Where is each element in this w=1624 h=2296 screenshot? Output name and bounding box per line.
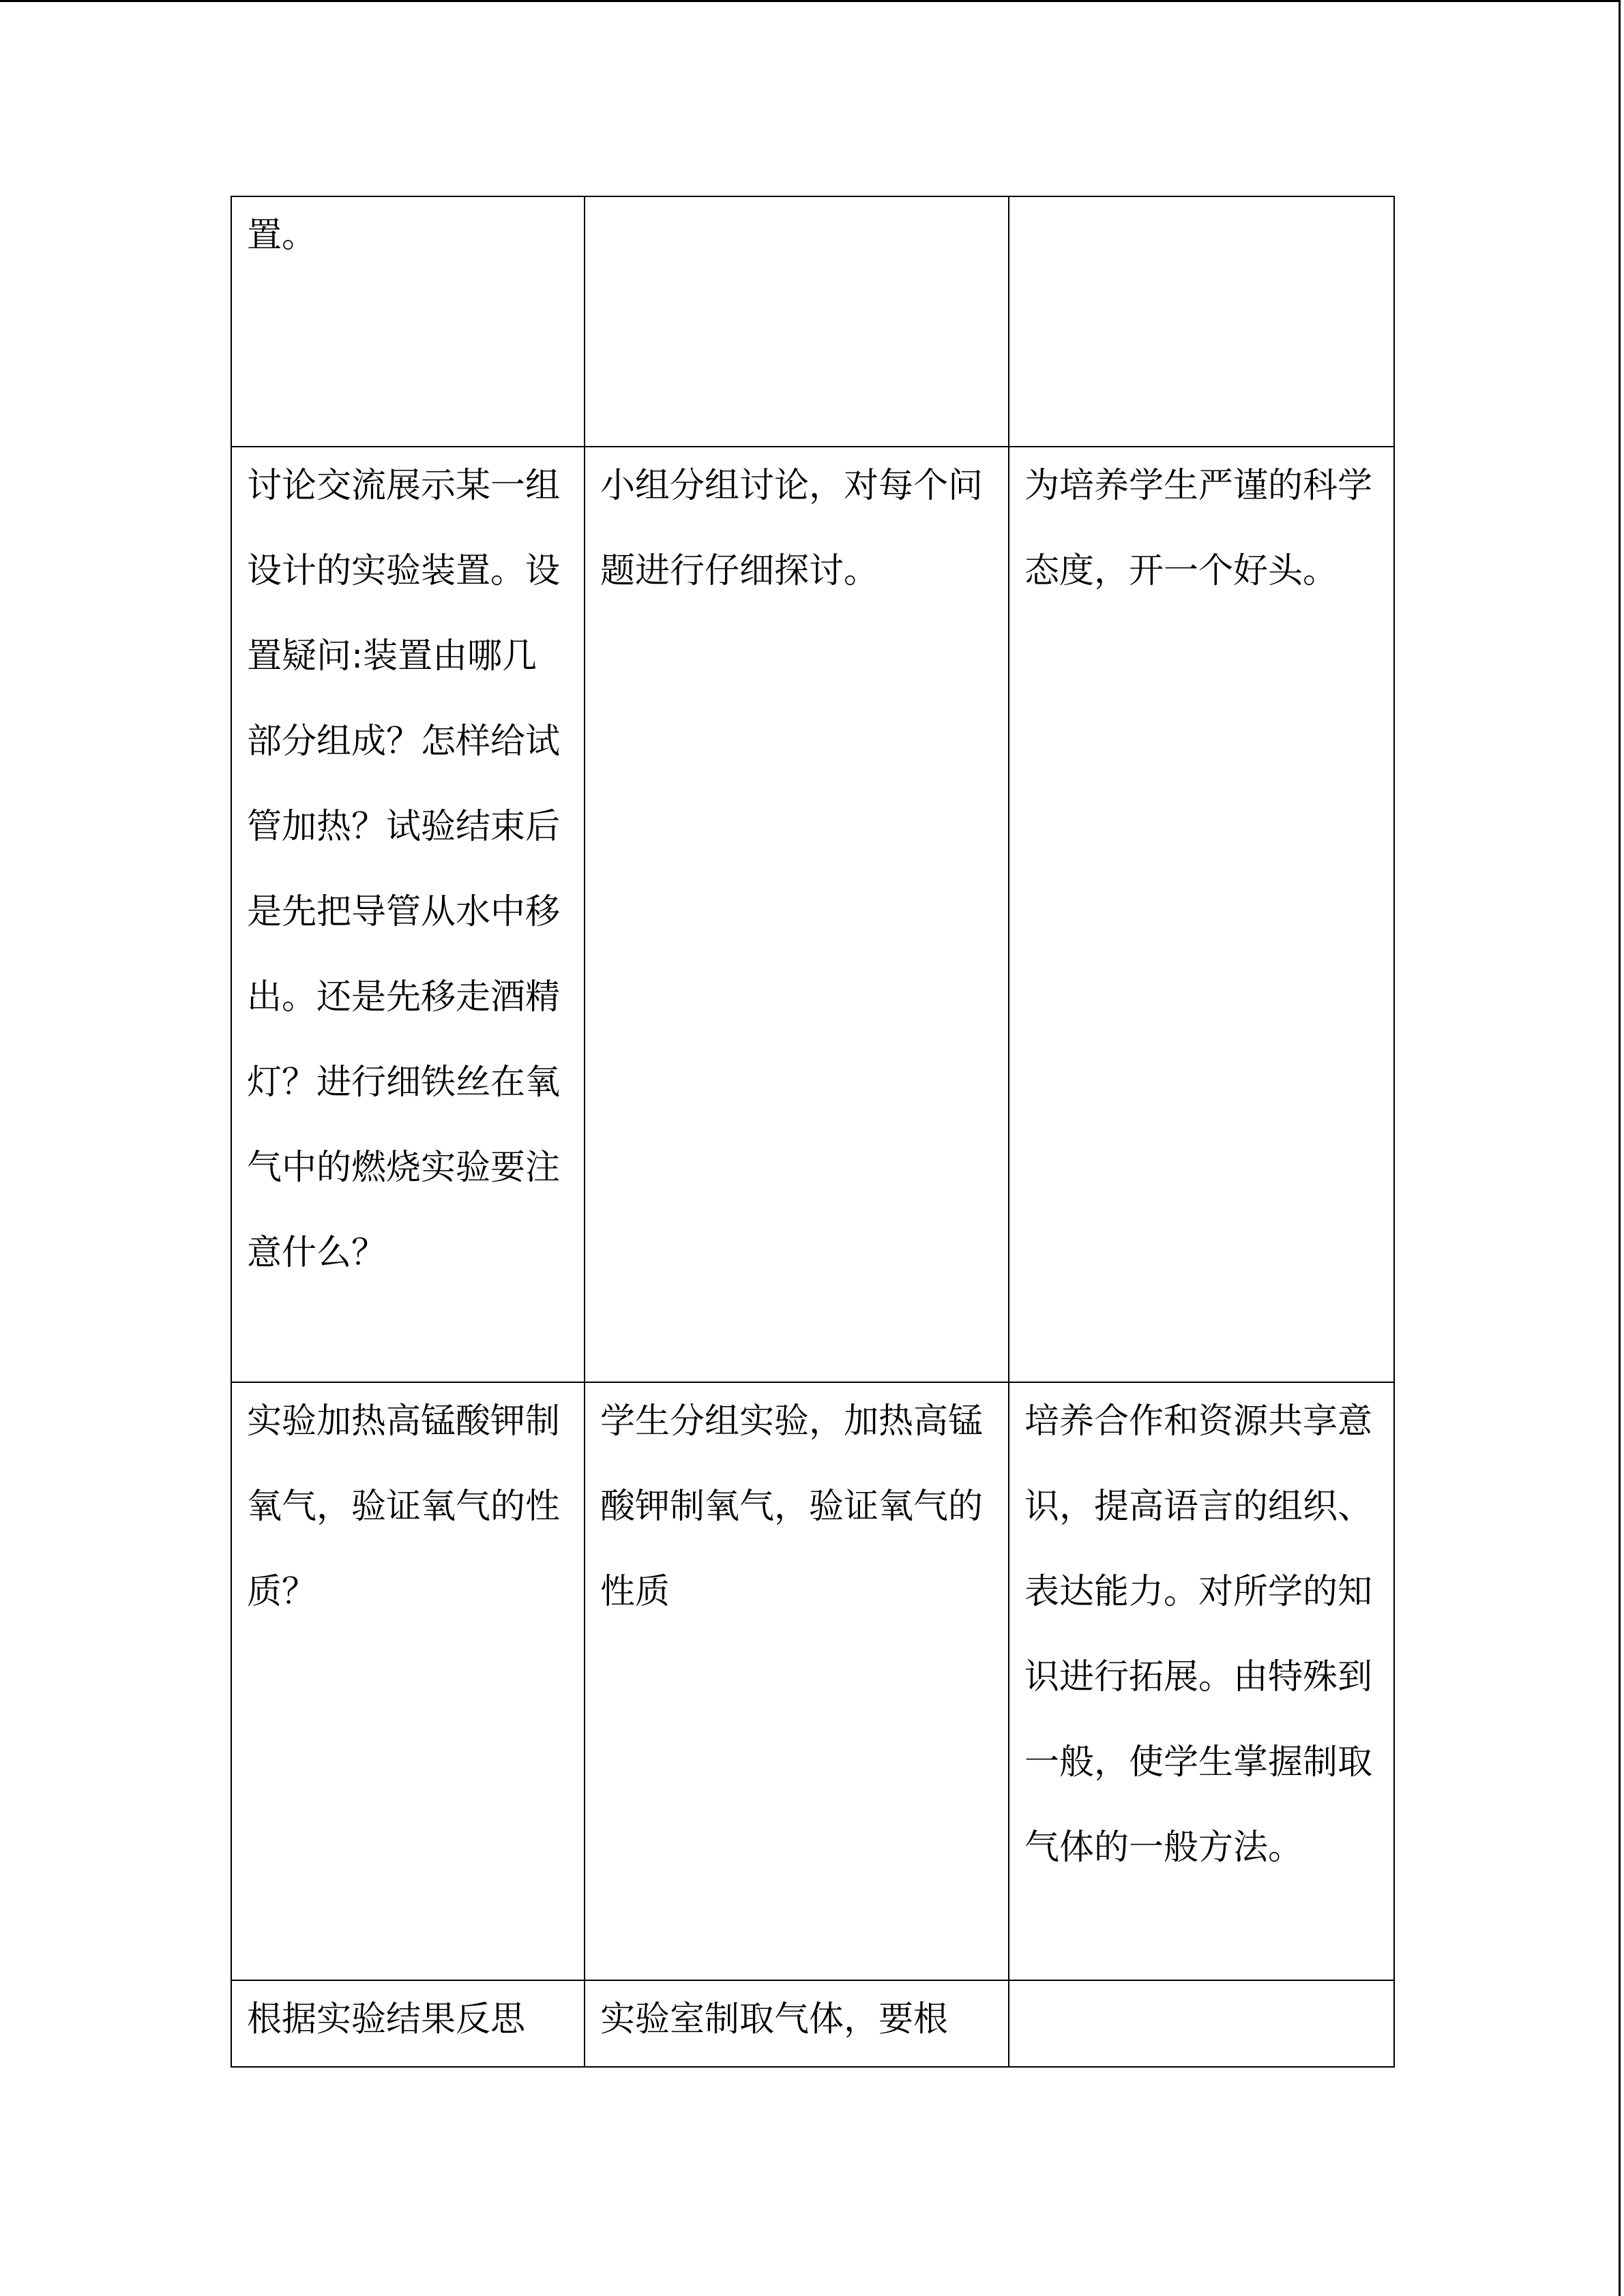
teacher-activity-cell — [231, 1980, 585, 2067]
design-purpose-cell — [1009, 447, 1394, 1382]
design-purpose-text: 培养合作和资源共享意识，提高语言的组织、表达能力。对所学的知识进行拓展。由特殊到一般，使学生掌握制取气体的一般方法。 — [1024, 1401, 1373, 1868]
design-purpose-text: 为培养学生严谨的科学态度，开一个好头。 — [1024, 466, 1373, 591]
student-activity-text: 小组分组讨论，对每个问题进行仔细探讨。 — [600, 466, 984, 591]
table-row — [231, 1980, 1394, 2067]
design-purpose-cell — [1009, 196, 1394, 447]
table-row — [231, 447, 1394, 1382]
teacher-activity-text: 根据实验结果反思 — [247, 1999, 526, 2040]
teacher-activity-text: 实验加热高锰酸钾制氧气，验证氧气的性质？ — [247, 1401, 561, 1612]
design-purpose-cell — [1009, 1980, 1394, 2067]
teacher-activity-text: 置。 — [247, 215, 317, 256]
design-purpose-cell — [1009, 1382, 1394, 1980]
teacher-activity-text: 讨论交流展示某一组设计的实验装置。设置疑问:装置由哪几部分组成？怎样给试管加热？试验结束后是先把导管从水中移出。还是先移走酒精灯？进行细铁丝在氧气中的燃烧实验要注意什么？ — [247, 466, 561, 1273]
student-activity-text: 学生分组实验，加热高锰酸钾制氧气，验证氧气的性质 — [600, 1401, 984, 1612]
table-row — [231, 196, 1394, 447]
student-activity-cell — [585, 196, 1009, 447]
student-activity-cell — [585, 1980, 1009, 2067]
table-row — [231, 1382, 1394, 1980]
student-activity-text: 实验室制取气体，要根 — [600, 1999, 949, 2040]
teacher-activity-cell — [231, 447, 585, 1382]
student-activity-cell — [585, 447, 1009, 1382]
teacher-activity-cell — [231, 196, 585, 447]
lesson-plan-table — [231, 196, 1395, 2068]
teacher-activity-cell — [231, 1382, 585, 1980]
student-activity-cell — [585, 1382, 1009, 1980]
